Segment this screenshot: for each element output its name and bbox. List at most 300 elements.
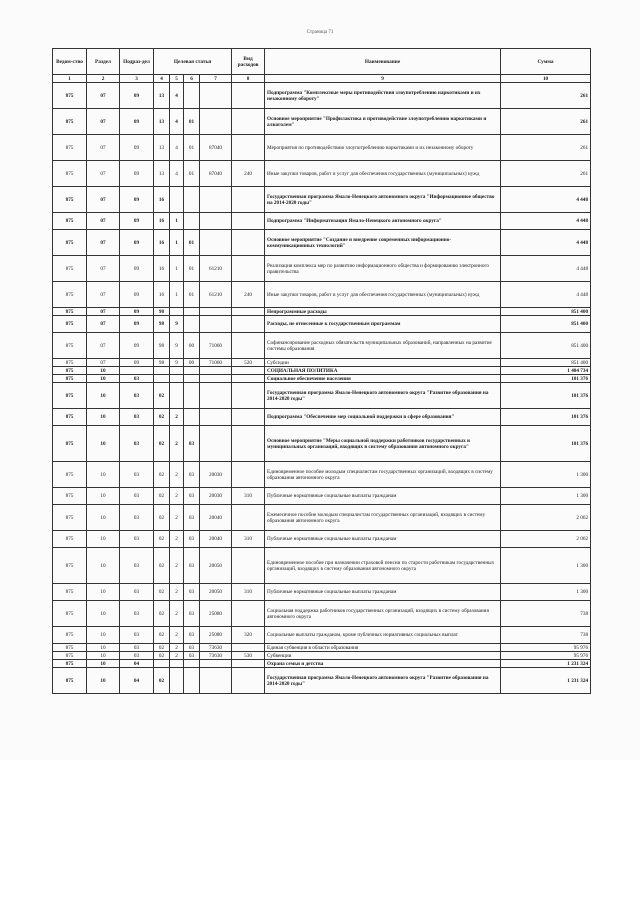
table-row: [53, 161, 591, 187]
cell-name: Реализация комплекса мер по развитию информационного общества и формированию электронного правительства: [265, 256, 501, 282]
cell-name: Государственная программа Ямало-Ненецкого автономного округа "Развитие образования на 2014-2020 годы": [265, 668, 501, 694]
table-row: [53, 383, 591, 409]
cell-cs1: 98: [154, 308, 170, 316]
cell-razdel: 07: [87, 316, 120, 333]
cell-cs2: [170, 383, 184, 409]
cell-vid: 310: [232, 584, 265, 601]
cell-ved: 875: [53, 109, 87, 135]
table-row: [53, 367, 591, 375]
cell-ved: 875: [53, 383, 87, 409]
cell-cs1: 02: [154, 627, 170, 644]
cell-podrazdel: 03: [120, 505, 154, 531]
cell-cs1: 02: [154, 505, 170, 531]
cell-cs1: 02: [154, 584, 170, 601]
cell-cs3: 03: [184, 505, 200, 531]
cell-ved: 875: [53, 601, 87, 627]
cell-cs3: 01: [184, 161, 200, 187]
cell-name: Непрограммные расходы: [265, 308, 501, 316]
cell-vid: [232, 83, 265, 109]
cell-name: Основное мероприятие "Создание и внедрение современных информационно-коммуникационных технологий": [265, 230, 501, 256]
cell-razdel: 07: [87, 187, 120, 213]
cell-podrazdel: 03: [120, 462, 154, 488]
table-row: [53, 256, 591, 282]
cell-razdel: 10: [87, 462, 120, 488]
cell-cs4: [200, 308, 232, 316]
cell-cs3: [184, 187, 200, 213]
cell-name: Публичные нормативные социальные выплаты гражданам: [265, 584, 501, 601]
cell-cs2: 9: [170, 359, 184, 367]
cell-ved: 875: [53, 505, 87, 531]
cell-cs2: [170, 375, 184, 383]
cell-cs2: [170, 308, 184, 316]
cell-razdel: 07: [87, 308, 120, 316]
cell-cs2: 1: [170, 230, 184, 256]
cell-cs4: [200, 426, 232, 462]
cell-razdel: 07: [87, 359, 120, 367]
cell-cs1: 02: [154, 383, 170, 409]
cell-name: Социальные выплаты гражданам, кроме публичных нормативных социальных выплат: [265, 627, 501, 644]
cell-cs3: [184, 409, 200, 426]
cell-vid: [232, 187, 265, 213]
cell-razdel: 10: [87, 652, 120, 660]
cell-sum: 2 062: [501, 531, 591, 548]
col-number: 1: [53, 75, 87, 83]
cell-cs3: [184, 660, 200, 668]
cell-ved: 875: [53, 584, 87, 601]
cell-cs1: 02: [154, 488, 170, 505]
cell-cs1: 16: [154, 187, 170, 213]
cell-vid: 320: [232, 627, 265, 644]
cell-cs1: 02: [154, 652, 170, 660]
cell-cs2: 2: [170, 462, 184, 488]
cell-razdel: 10: [87, 383, 120, 409]
header-row: [53, 49, 591, 75]
table-row: [53, 359, 591, 367]
cell-ved: 875: [53, 488, 87, 505]
cell-cs4: [200, 660, 232, 668]
cell-podrazdel: 09: [120, 256, 154, 282]
cell-vid: [232, 660, 265, 668]
cell-name: Иные закупки товаров, работ и услуг для обеспечения государственных (муниципальных) нужд: [265, 282, 501, 308]
cell-cs3: 03: [184, 426, 200, 462]
cell-ved: 875: [53, 660, 87, 668]
cell-name: Единая субвенция в области образования: [265, 644, 501, 652]
table-row: [53, 213, 591, 230]
cell-podrazdel: 09: [120, 213, 154, 230]
cell-vid: 240: [232, 282, 265, 308]
cell-sum: 4 448: [501, 282, 591, 308]
cell-cs1: 16: [154, 230, 170, 256]
cell-sum: 851 400: [501, 333, 591, 359]
cell-cs1: [154, 660, 170, 668]
cell-name: Подпрограмма "Обеспечение мер социальной поддержки в сфере образования": [265, 409, 501, 426]
cell-cs4: 87040: [200, 135, 232, 161]
cell-sum: 738: [501, 627, 591, 644]
cell-name: Государственная программа Ямало-Ненецкого автономного округа "Развитие образования на 2014-2020 годы": [265, 383, 501, 409]
page-label: Страница 71: [306, 30, 334, 35]
cell-podrazdel: 09: [120, 316, 154, 333]
cell-razdel: 10: [87, 584, 120, 601]
cell-cs3: 03: [184, 627, 200, 644]
cell-cs4: [200, 213, 232, 230]
cell-cs2: [170, 187, 184, 213]
cell-cs1: 02: [154, 462, 170, 488]
cell-razdel: 10: [87, 505, 120, 531]
cell-cs3: 03: [184, 601, 200, 627]
table-row: [53, 488, 591, 505]
cell-cs2: 2: [170, 601, 184, 627]
cell-vid: 520: [232, 359, 265, 367]
cell-cs1: 16: [154, 282, 170, 308]
cell-podrazdel: 03: [120, 409, 154, 426]
cell-razdel: 07: [87, 213, 120, 230]
cell-cs4: [200, 83, 232, 109]
cell-name: Субвенции: [265, 652, 501, 660]
cell-cs3: 03: [184, 488, 200, 505]
cell-cs4: 20050: [200, 584, 232, 601]
cell-podrazdel: 03: [120, 601, 154, 627]
header-vid: Вид расходов: [232, 49, 265, 75]
cell-podrazdel: 09: [120, 308, 154, 316]
column-number-row: [53, 75, 591, 83]
table-row: [53, 230, 591, 256]
cell-razdel: 07: [87, 282, 120, 308]
cell-cs2: 1: [170, 213, 184, 230]
cell-cs3: [184, 375, 200, 383]
cell-sum: 1 404 734: [501, 367, 591, 375]
table-row: [53, 375, 591, 383]
cell-sum: 101 376: [501, 375, 591, 383]
col-number: 6: [184, 75, 200, 83]
table-row: [53, 644, 591, 652]
cell-sum: 95 976: [501, 644, 591, 652]
cell-sum: 101 376: [501, 409, 591, 426]
cell-name: Государственная программа Ямало-Ненецкого автономного округа "Информационное общество на 2014-2020 годы": [265, 187, 501, 213]
cell-cs4: [200, 668, 232, 694]
table-row: [53, 333, 591, 359]
cell-razdel: 10: [87, 367, 120, 375]
cell-cs3: 00: [184, 359, 200, 367]
cell-sum: 261: [501, 109, 591, 135]
cell-vid: 310: [232, 488, 265, 505]
cell-sum: 4 448: [501, 256, 591, 282]
cell-name: Субсидии: [265, 359, 501, 367]
cell-podrazdel: 03: [120, 548, 154, 584]
cell-cs4: [200, 375, 232, 383]
cell-cs1: 02: [154, 668, 170, 694]
cell-ved: 875: [53, 426, 87, 462]
cell-name: Подпрограмма "Комплексные меры противодействия злоупотреблению наркотиками и их незаконному обороту": [265, 83, 501, 109]
cell-vid: [232, 644, 265, 652]
cell-sum: 261: [501, 135, 591, 161]
table-row: [53, 308, 591, 316]
cell-cs2: 2: [170, 505, 184, 531]
cell-cs1: 16: [154, 213, 170, 230]
header-sum: Сумма: [501, 49, 591, 75]
cell-ved: 875: [53, 375, 87, 383]
cell-cs4: 61210: [200, 282, 232, 308]
cell-razdel: 10: [87, 660, 120, 668]
cell-cs3: 00: [184, 333, 200, 359]
cell-podrazdel: 09: [120, 83, 154, 109]
cell-cs3: 03: [184, 548, 200, 584]
cell-ved: 875: [53, 135, 87, 161]
cell-sum: 738: [501, 601, 591, 627]
table-row: [53, 505, 591, 531]
cell-cs4: 71060: [200, 333, 232, 359]
cell-razdel: 10: [87, 601, 120, 627]
cell-razdel: 07: [87, 333, 120, 359]
cell-cs2: [170, 367, 184, 375]
cell-cs3: 01: [184, 282, 200, 308]
cell-cs3: 01: [184, 135, 200, 161]
cell-vid: [232, 316, 265, 333]
cell-vid: [232, 462, 265, 488]
cell-razdel: 10: [87, 375, 120, 383]
cell-vid: [232, 505, 265, 531]
cell-podrazdel: 03: [120, 426, 154, 462]
cell-name: Основное мероприятие "Профилактика и противодействие злоупотреблению наркотиками и алкоголем": [265, 109, 501, 135]
cell-sum: 95 976: [501, 652, 591, 660]
cell-sum: 1 300: [501, 548, 591, 584]
cell-podrazdel: 03: [120, 627, 154, 644]
cell-sum: 4 448: [501, 187, 591, 213]
table-row: [53, 548, 591, 584]
col-number: 2: [87, 75, 120, 83]
cell-cs2: 2: [170, 409, 184, 426]
cell-cs2: 1: [170, 282, 184, 308]
cell-razdel: 07: [87, 230, 120, 256]
table-row: [53, 282, 591, 308]
cell-razdel: 10: [87, 531, 120, 548]
table-row: [53, 668, 591, 694]
cell-cs4: [200, 409, 232, 426]
header-name: Наименование: [265, 49, 501, 75]
cell-cs2: 2: [170, 644, 184, 652]
cell-sum: 1 231 324: [501, 668, 591, 694]
cell-vid: [232, 409, 265, 426]
cell-razdel: 07: [87, 83, 120, 109]
cell-name: Софинансирование расходных обязательств муниципальных образований, направленных на развитие системы образования: [265, 333, 501, 359]
cell-cs4: [200, 316, 232, 333]
cell-vid: 310: [232, 531, 265, 548]
budget-table: [52, 48, 591, 694]
table-row: [53, 660, 591, 668]
cell-podrazdel: 09: [120, 109, 154, 135]
cell-cs2: 2: [170, 426, 184, 462]
table-row: [53, 83, 591, 109]
cell-podrazdel: 09: [120, 333, 154, 359]
table-row: [53, 531, 591, 548]
cell-cs4: 20040: [200, 505, 232, 531]
table-body: [53, 83, 591, 694]
cell-ved: 875: [53, 187, 87, 213]
cell-cs2: 2: [170, 627, 184, 644]
cell-cs1: 13: [154, 109, 170, 135]
cell-sum: 851 400: [501, 316, 591, 333]
cell-cs1: 13: [154, 161, 170, 187]
table-row: [53, 426, 591, 462]
cell-ved: 875: [53, 83, 87, 109]
cell-vid: [232, 308, 265, 316]
cell-ved: 875: [53, 548, 87, 584]
cell-cs4: 61210: [200, 256, 232, 282]
cell-ved: 875: [53, 308, 87, 316]
col-number: 9: [265, 75, 501, 83]
col-number: 4: [154, 75, 170, 83]
cell-sum: 101 376: [501, 383, 591, 409]
cell-cs2: [170, 668, 184, 694]
col-number: 8: [232, 75, 265, 83]
cell-podrazdel: 03: [120, 652, 154, 660]
cell-podrazdel: 09: [120, 230, 154, 256]
cell-vid: [232, 109, 265, 135]
cell-vid: [232, 668, 265, 694]
cell-ved: 875: [53, 256, 87, 282]
cell-razdel: 10: [87, 668, 120, 694]
cell-razdel: 10: [87, 488, 120, 505]
cell-cs2: [170, 660, 184, 668]
cell-name: Социальная поддержка работников государственных организаций, входящих в систему образования автономного округа: [265, 601, 501, 627]
table-row: [53, 135, 591, 161]
cell-vid: [232, 367, 265, 375]
cell-name: Социальное обеспечение населения: [265, 375, 501, 383]
cell-cs1: 13: [154, 135, 170, 161]
cell-cs3: 01: [184, 256, 200, 282]
cell-cs4: [200, 109, 232, 135]
cell-cs1: 02: [154, 426, 170, 462]
cell-cs2: 2: [170, 488, 184, 505]
cell-podrazdel: 03: [120, 383, 154, 409]
cell-cs3: [184, 668, 200, 694]
cell-razdel: 10: [87, 644, 120, 652]
cell-vid: [232, 256, 265, 282]
cell-cs3: 01: [184, 230, 200, 256]
cell-ved: 875: [53, 161, 87, 187]
table-row: [53, 316, 591, 333]
table-row: [53, 409, 591, 426]
cell-vid: [232, 383, 265, 409]
cell-ved: 875: [53, 282, 87, 308]
cell-cs2: 2: [170, 531, 184, 548]
cell-cs2: 2: [170, 548, 184, 584]
cell-cs3: 03: [184, 644, 200, 652]
cell-podrazdel: 04: [120, 660, 154, 668]
cell-cs4: 25080: [200, 601, 232, 627]
cell-name: СОЦИАЛЬНАЯ ПОЛИТИКА: [265, 367, 501, 375]
cell-cs1: 02: [154, 531, 170, 548]
cell-cs2: 4: [170, 109, 184, 135]
cell-ved: 875: [53, 652, 87, 660]
cell-podrazdel: 09: [120, 161, 154, 187]
cell-cs1: 98: [154, 359, 170, 367]
table-row: [53, 109, 591, 135]
cell-ved: 875: [53, 316, 87, 333]
cell-podrazdel: 03: [120, 375, 154, 383]
cell-razdel: 07: [87, 109, 120, 135]
cell-ved: 875: [53, 668, 87, 694]
table-row: [53, 601, 591, 627]
cell-cs3: [184, 383, 200, 409]
cell-ved: 875: [53, 644, 87, 652]
cell-ved: 875: [53, 462, 87, 488]
header-razdel: Раздел: [87, 49, 120, 75]
cell-podrazdel: 03: [120, 584, 154, 601]
cell-cs3: 03: [184, 462, 200, 488]
cell-podrazdel: 09: [120, 359, 154, 367]
cell-sum: 851 400: [501, 308, 591, 316]
cell-name: Основное мероприятие "Меры социальной поддержки работников государственных и муниципальных организаций, входящих в систему образования автономного округа": [265, 426, 501, 462]
cell-sum: 4 448: [501, 213, 591, 230]
cell-cs1: [154, 375, 170, 383]
cell-name: Расходы, не отнесенные к государственным программам: [265, 316, 501, 333]
cell-cs2: 1: [170, 256, 184, 282]
col-number: 5: [170, 75, 184, 83]
table-row: [53, 584, 591, 601]
cell-vid: [232, 375, 265, 383]
cell-cs1: 02: [154, 644, 170, 652]
cell-cs4: 73630: [200, 652, 232, 660]
cell-vid: [232, 230, 265, 256]
cell-cs2: 4: [170, 135, 184, 161]
cell-cs3: 03: [184, 652, 200, 660]
cell-cs4: 25080: [200, 627, 232, 644]
cell-cs2: 2: [170, 652, 184, 660]
table-row: [53, 462, 591, 488]
cell-name: Единовременное пособие молодым специалистам государственных организаций, входящих в систему образования автономного округа: [265, 462, 501, 488]
cell-sum: 851 400: [501, 359, 591, 367]
cell-cs3: [184, 367, 200, 375]
cell-sum: 1 300: [501, 462, 591, 488]
cell-cs3: 03: [184, 584, 200, 601]
cell-podrazdel: 09: [120, 282, 154, 308]
cell-cs1: 02: [154, 409, 170, 426]
cell-sum: 2 062: [501, 505, 591, 531]
cell-razdel: 07: [87, 256, 120, 282]
cell-podrazdel: 09: [120, 135, 154, 161]
cell-podrazdel: 03: [120, 531, 154, 548]
cell-cs1: 98: [154, 333, 170, 359]
cell-cs3: 01: [184, 109, 200, 135]
cell-cs1: 98: [154, 316, 170, 333]
cell-podrazdel: 04: [120, 668, 154, 694]
cell-name: Иные закупки товаров, работ и услуг для обеспечения государственных (муниципальных) нужд: [265, 161, 501, 187]
cell-name: Ежемесячное пособие молодым специалистам государственных организаций, входящих в систему образования автономного округа: [265, 505, 501, 531]
cell-sum: 101 376: [501, 426, 591, 462]
cell-cs1: 02: [154, 601, 170, 627]
cell-razdel: 10: [87, 409, 120, 426]
cell-vid: [232, 548, 265, 584]
cell-cs4: 20040: [200, 531, 232, 548]
col-number: 7: [200, 75, 232, 83]
cell-cs1: [154, 367, 170, 375]
cell-name: Публичные нормативные социальные выплаты гражданам: [265, 488, 501, 505]
cell-cs4: 71060: [200, 359, 232, 367]
cell-vid: [232, 135, 265, 161]
header-ved: Ведом-ство: [53, 49, 87, 75]
cell-cs1: 13: [154, 83, 170, 109]
cell-sum: 261: [501, 83, 591, 109]
cell-cs2: 4: [170, 83, 184, 109]
cell-vid: [232, 213, 265, 230]
cell-cs3: [184, 83, 200, 109]
header-podrazdel: Подраз-дел: [120, 49, 154, 75]
cell-vid: 240: [232, 161, 265, 187]
cell-sum: 261: [501, 161, 591, 187]
cell-cs2: 9: [170, 316, 184, 333]
cell-vid: [232, 601, 265, 627]
cell-name: Мероприятия по противодействию злоупотреблению наркотиками и их незаконному обороту: [265, 135, 501, 161]
